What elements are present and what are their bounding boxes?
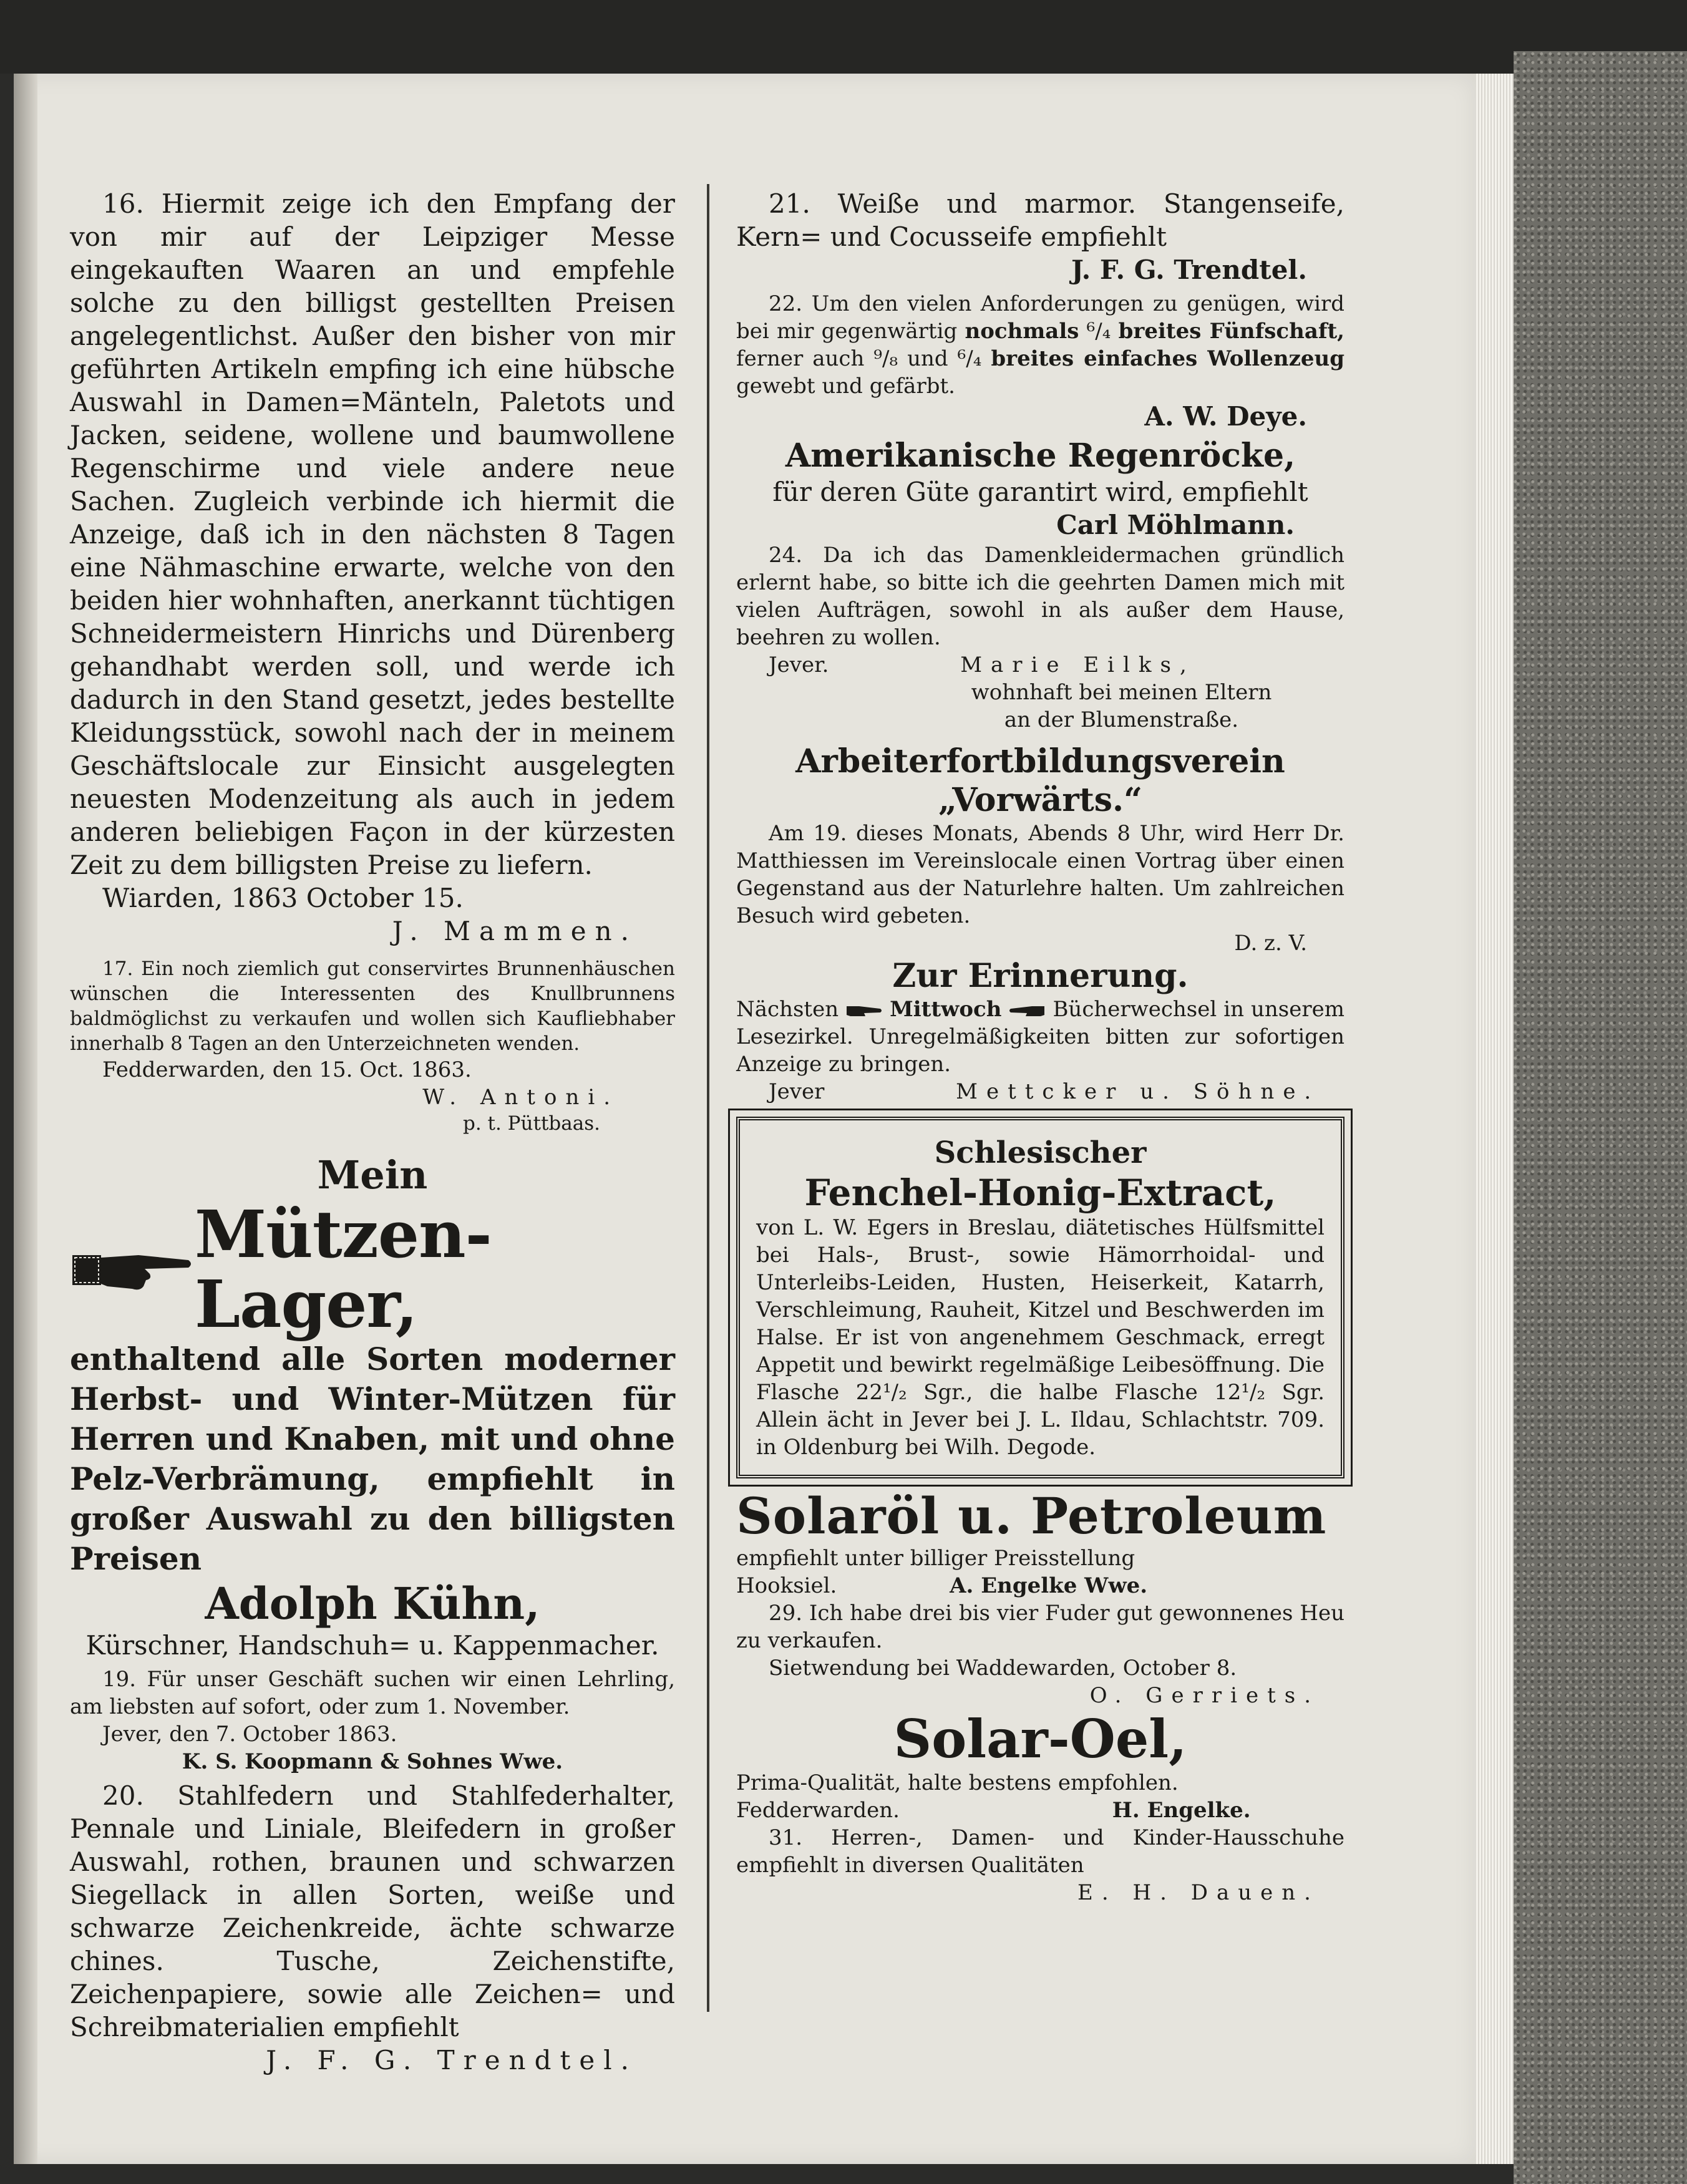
solaroel-place: Hooksiel. [736,1573,837,1598]
column-divider [707,184,709,2012]
ad-17-place: Fedderwarden, den 15. Oct. 1863. [102,1057,472,1082]
pointing-hand-right-icon [845,1002,883,1019]
verein-signature: D. z. V. [1234,931,1307,956]
ad-16-place: Wiarden, 1863 October 15. [102,883,464,913]
ad-24-address-2: an der Blumenstraße. [1004,707,1239,732]
page-edges [1476,74,1514,2164]
fenchel-honig-body: von L. W. Egers in Breslau, diätetisches Hülfsmittel bei Hals-, Brust-, sowie Hämorrhoidal- und Unterleibs-Leiden, Husten, Heiserkeit, Katarrh, Verschleimung, Rauheit, Kitzel und Beschwerden im Halse. Er ist von angenehmem Geschmack, erregt Appetit und bewirkt regelmäßige Leibesöffnung. Die Flasche 22¹/₂ Sgr., die halbe Flasche 12¹/₂ Sgr. Allein ächt in Jever bei J. L. Ildau, Schlachtstr. 709. in Oldenburg bei Wilh. Degode. [756,1215,1325,1460]
ad-16-text: 16. Hiermit zeige ich den Empfang der von mir auf der Leipziger Messe eingekauften Waaren an und empfehle solche zu den billigst gestellten Preisen angelegentlichst. Außer den bisher von mir geführten Artikeln empfing ich eine hübsche Auswahl in Damen=Mänteln, Paletots und Jacken, seidene, wollene und baumwollene Regenschirme und viele andere neue Sachen. Zugleich verbinde ich hiermit die Anzeige, daß ich in den nächsten 8 Tagen eine Nähmaschine erwarte, welche von den beiden hier wohnhaften, anerkannt tüchtigen Schneidermeistern Hinrichs und Dürenberg gehandhabt werden soll, und werde ich dadurch in den Stand gesetzt, jedes bestellte Kleidungsstück, sowohl nach der in meinem Geschäftslocale zur Einsicht ausgelegten neuesten Modenzeitung als auch in jedem anderen beliebigen Façon in der kürzesten Zeit zu dem billigsten Preise zu liefern. [70,188,675,880]
erinnerung-body [736,996,1344,1078]
ad-20-signature: J. F. G. Trendtel. [266,2045,638,2075]
ad-23-body: für deren Güte garantirt wird, empfiehlt [772,477,1308,507]
erinnerung-intro: Nächsten [736,997,839,1022]
solar-oel-sign-line [736,1797,1344,1824]
solar-oel-signature: H. Engelke. [1112,1798,1251,1823]
pointing-hand-left-icon [1008,1002,1046,1019]
erinnerung-signature: Mettcker u. Söhne. [956,1079,1320,1104]
muetzen-ad-header [70,1196,675,1342]
ad-22-text [736,290,1344,400]
erinnerung-sign-line [736,1078,1344,1105]
erinnerung-place: Jever [769,1079,825,1104]
muetzen-ad-title: Mützen-Lager, [195,1196,492,1342]
solaroel-sign-line [736,1572,1344,1599]
ad-31-text: 31. Herren-, Damen- und Kinder-Hausschuhe empfiehlt in diversen Qualitäten [736,1825,1344,1878]
ad-24-address-1: wohnhaft bei meinen Eltern [971,680,1272,705]
ad-17-text: 17. Ein noch ziemlich gut conservirtes Brunnenhäuschen wünschen die Interessenten des Knullbrunnens baldmöglichst zu verkaufen und wollen sich Kaufliebhaber innerhalb 8 Tagen an den Unterzeichneten wenden. [70,958,675,1055]
ad-24-signature: Marie Eilks, [960,653,1195,677]
ad-29-text: 29. Ich habe drei bis vier Fuder gut gewonnenes Heu zu verkaufen. [736,1601,1344,1653]
left-column [70,187,675,2077]
solar-oel-body: Prima-Qualität, halte bestens empfohlen. [736,1770,1179,1795]
solaroel-signature: A. Engelke Wwe. [950,1573,1148,1598]
ad-22-intro: 22. Um den vielen Anforderungen zu genügen, wird bei mir gegenwärtig [736,291,1344,344]
ad-22-width-fraction: ⁶/₄ [1086,319,1111,344]
solaroel-body: empfiehlt unter billiger Preisstellung [736,1546,1135,1571]
solar-oel-headline: Solar-Oel, [893,1708,1187,1770]
erinnerung-headline: Zur Erinnerung. [892,957,1189,995]
book-cover [1514,51,1687,2184]
fenchel-honig-title-1: Schlesischer [934,1135,1147,1170]
muetzen-ad-trade: Kürschner, Handschuh= u. Kappenmacher. [85,1630,659,1661]
fenchel-honig-ad-frame [736,1117,1344,1478]
ad-23-signature: Carl Möhlmann. [1056,510,1295,540]
ad-22-emphasis-fuenfschaft: breites Fünfschaft, [1118,319,1345,344]
scan-background-top [0,0,1687,74]
solaroel-headline: Solaröl u. Petroleum [736,1487,1327,1545]
ad-20-text: 20. Stahlfedern und Stahlfederhalter, Pennale und Liniale, Bleifedern in großer Auswahl, rothen, braunen und schwarzen Siegellack in allen Sorten, weiße und schwarze Zeichenkreide, ächte schwarze chines. Tusche, Zeichenstifte, Zeichenpapiere, sowie alle Zeichen= und Schreibmaterialien empfiehlt [70,1780,675,2042]
ad-21-signature: J. F. G. Trendtel. [1071,255,1307,285]
pointing-hand-icon [70,1241,195,1298]
ad-22-outro: gewebt und gefärbt. [736,374,955,399]
ad-21-text: 21. Weiße und marmor. Stangenseife, Kern= und Cocusseife empfiehlt [736,188,1344,252]
ad-22-signature: A. W. Deye. [1144,401,1307,432]
fenchel-honig-title-2: Fenchel-Honig-Extract, [804,1172,1276,1214]
erinnerung-text: Bücherwechsel in unserem Lesezirkel. Unregelmäßigkeiten bitten zur sofortigen Anzeige zu bringen. [736,997,1344,1077]
ad-22-widths: ferner auch ⁹/₈ und ⁶/₄ [736,346,982,371]
binding-gutter [14,74,37,2164]
ad-17-signature-title: p. t. Püttbaas. [462,1112,600,1135]
right-column [736,187,1344,1906]
verein-headline: Arbeiterfortbildungsverein [795,742,1285,780]
ad-29-place: Sietwendung bei Waddewarden, October 8. [769,1656,1237,1681]
muetzen-ad-mein: Mein [317,1152,428,1198]
verein-body: Am 19. dieses Monats, Abends 8 Uhr, wird Herr Dr. Matthiessen im Vereinslocale einen Vortrag über einen Gegenstand aus der Naturlehre halten. Um zahlreichen Besuch wird gebeten. [736,821,1344,928]
verein-subheadline: „Vorwärts.“ [938,781,1143,819]
ad-24-sign-line [736,651,1344,679]
ad-22-emphasis-wollenzeug: breites einfaches Wollenzeug [991,346,1345,371]
ad-19-text: 19. Für unser Geschäft suchen wir einen Lehrling, am liebsten auf sofort, oder zum 1. November. [70,1667,675,1719]
ad-19-place: Jever, den 7. October 1863. [102,1722,397,1747]
ad-19-signature: K. S. Koopmann & Sohnes Wwe. [182,1749,563,1774]
ad-24-text: 24. Da ich das Damenkleidermachen gründlich erlernt habe, so bitte ich die geehrten Damen mich mit vielen Aufträgen, sowohl in als außer dem Hause, beehren zu wollen. [736,543,1344,650]
muetzen-ad-company: Adolph Kühn, [205,1578,540,1629]
erinnerung-day: Mittwoch [890,997,1002,1022]
ad-16-signature: J. Mammen. [392,916,638,946]
solar-oel-place: Fedderwarden. [736,1798,900,1823]
ad-29-signature: O. Gerriets. [1089,1683,1320,1708]
muetzen-ad-body: enthaltend alle Sorten moderner Herbst- und Winter-Mützen für Herren und Knaben, mit und ohne Pelz-Verbrämung, empfiehlt in großer Auswahl zu den billigsten Preisen [70,1341,675,1577]
ad-31-signature: E. H. Dauen. [1077,1880,1320,1905]
ad-22-emphasis-nochmals: nochmals [965,319,1079,344]
ad-23-headline: Amerikanische Regenröcke, [785,437,1296,475]
ad-24-place: Jever. [769,653,829,677]
ad-17-signature: W. Antoni. [422,1085,619,1110]
